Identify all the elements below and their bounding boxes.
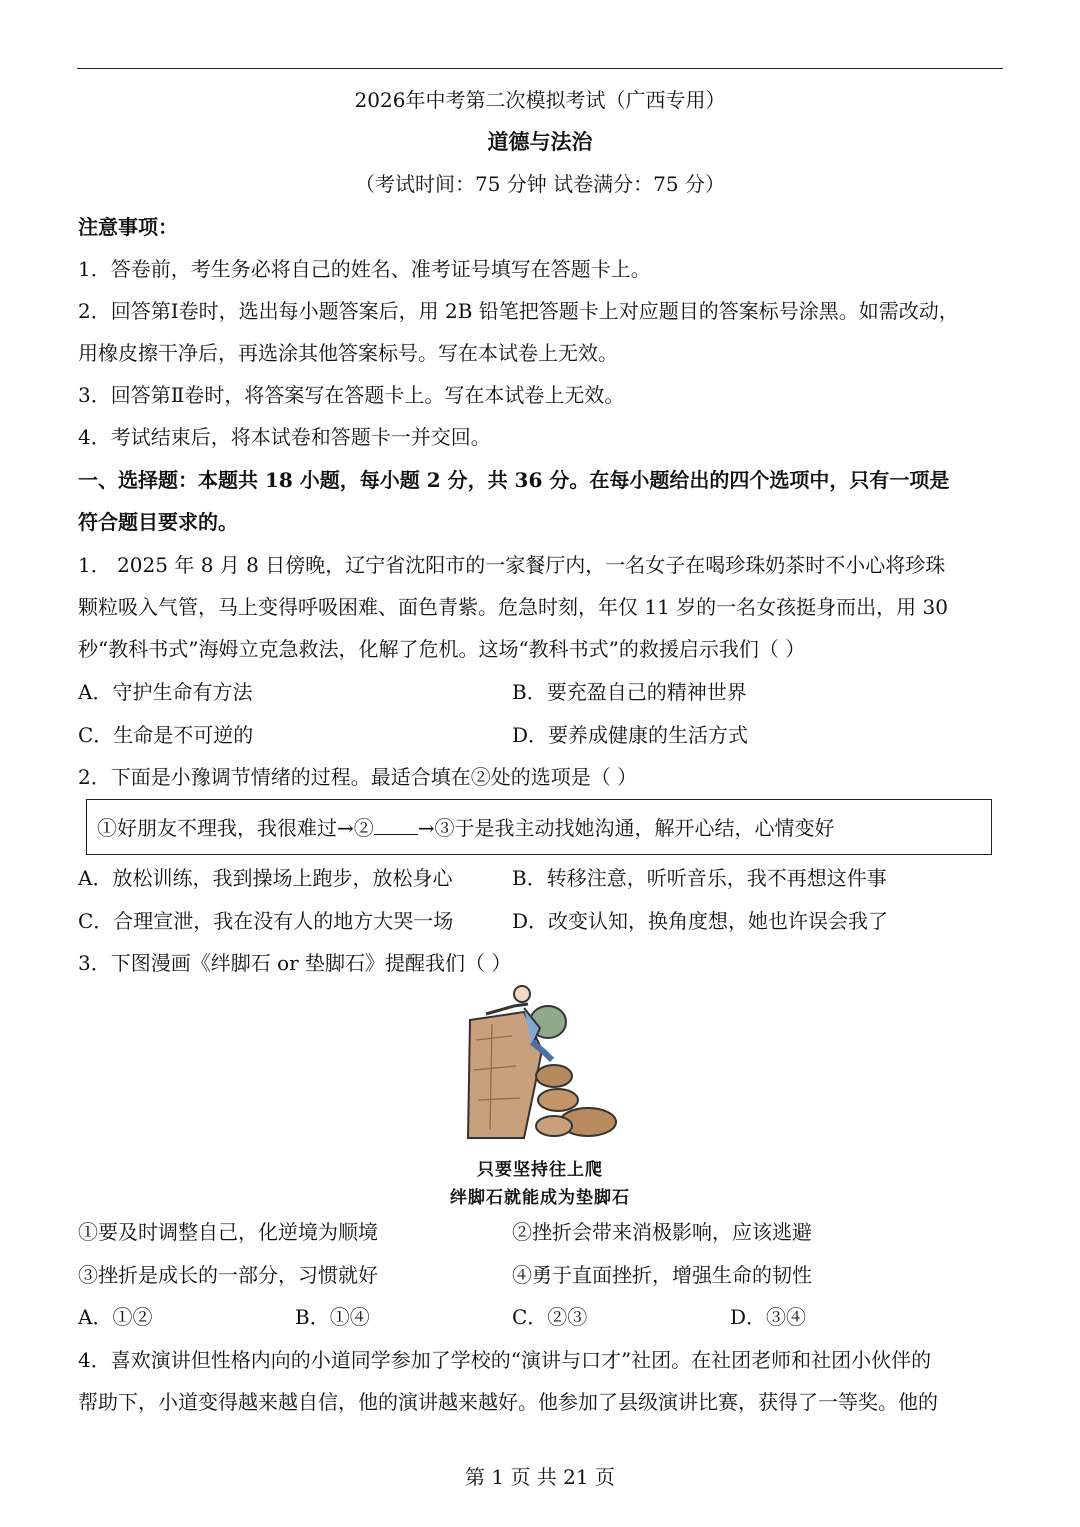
exam-info: （考试时间：75 分钟 试卷满分：75 分） bbox=[355, 172, 725, 196]
q3-option-a: A．①② bbox=[78, 1305, 153, 1329]
cartoon-caption-1: 只要坚持往上爬 bbox=[477, 1160, 603, 1180]
q1-option-c: C．生命是不可逆的 bbox=[78, 723, 254, 747]
top-rule bbox=[77, 68, 1003, 69]
note-2b: 用橡皮擦干净后，再选涂其他答案标号。写在本试卷上无效。 bbox=[78, 341, 618, 365]
q2-process-text bbox=[97, 816, 835, 840]
page-number: 第 1 页 共 21 页 bbox=[465, 1465, 615, 1489]
q3-statement-4: ④勇于直面挫折，增强生命的韧性 bbox=[512, 1263, 812, 1287]
q2-option-a: A．放松训练，我到操场上跑步，放松身心 bbox=[78, 866, 453, 890]
cartoon-caption-2: 绊脚石就能成为垫脚石 bbox=[450, 1188, 630, 1208]
q1-line1: 1． 2025 年 8 月 8 日傍晚，辽宁省沈阳市的一家餐厅内，一名女子在喝珍珠奶茶时不小心将珍珠 bbox=[78, 553, 946, 577]
note-4: 4．考试结束后，将本试卷和答题卡一并交回。 bbox=[78, 425, 491, 449]
q4-line1: 4．喜欢演讲但性格内向的小道同学参加了学校的“演讲与口才”社团。在社团老师和社团小伙伴的 bbox=[78, 1348, 932, 1372]
q2-blank bbox=[374, 816, 418, 835]
notes-heading: 注意事项： bbox=[78, 215, 178, 239]
q4-line2: 帮助下，小道变得越来越自信，他的演讲越来越好。他参加了县级演讲比赛，获得了一等奖。他的 bbox=[78, 1390, 938, 1414]
q3-stem: 3．下图漫画《绊脚石 or 垫脚石》提醒我们（ ） bbox=[78, 951, 512, 975]
q2-box-right: →③于是我主动找她沟通，解开心结，心情变好 bbox=[417, 816, 835, 840]
stone-2 bbox=[538, 1089, 578, 1111]
q1-line2: 颗粒吸入气管，马上变得呼吸困难、面色青紫。危急时刻，年仅 11 岁的一名女孩挺身而出，用 30 bbox=[78, 595, 948, 619]
q1-option-b: B．要充盈自己的精神世界 bbox=[512, 680, 747, 704]
stone-1 bbox=[536, 1065, 572, 1087]
q1-option-a: A．守护生命有方法 bbox=[78, 680, 253, 704]
section-heading-b: 符合题目要求的。 bbox=[78, 510, 238, 534]
q3-option-d: D．③④ bbox=[730, 1305, 807, 1329]
q3-statement-1: ①要及时调整自己，化逆境为顺境 bbox=[78, 1220, 378, 1244]
q2-option-d: D．改变认知，换角度想，她也许误会我了 bbox=[512, 909, 889, 933]
section-heading-a: 一、选择题：本题共 18 小题，每小题 2 分，共 36 分。在每小题给出的四个选项中，只有一项是 bbox=[78, 468, 950, 492]
note-1: 1．答卷前，考生务必将自己的姓名、准考证号填写在答题卡上。 bbox=[78, 257, 651, 281]
exam-title: 2026年中考第二次模拟考试（广西专用） bbox=[354, 88, 726, 112]
q2-option-c: C．合理宣泄，我在没有人的地方大哭一场 bbox=[78, 909, 454, 933]
climber-head bbox=[514, 986, 530, 1002]
exam-subject: 道德与法治 bbox=[487, 129, 593, 154]
note-2a: 2．回答第Ⅰ卷时，选出每小题答案后，用 2B 铅笔把答题卡上对应题目的答案标号涂黑。如需改动， bbox=[78, 299, 959, 323]
q3-option-b: B．①④ bbox=[295, 1305, 370, 1329]
q3-statement-3: ③挫折是成长的一部分，习惯就好 bbox=[78, 1263, 378, 1287]
q1-option-d: D．要养成健康的生活方式 bbox=[512, 723, 749, 747]
q2-box-left: ①好朋友不理我，我很难过→② bbox=[97, 816, 374, 840]
note-3: 3．回答第Ⅱ卷时，将答案写在答题卡上。写在本试卷上无效。 bbox=[78, 383, 625, 407]
q2-option-b: B．转移注意，听听音乐，我不再想这件事 bbox=[512, 866, 887, 890]
q3-statement-2: ②挫折会带来消极影响，应该逃避 bbox=[512, 1220, 812, 1244]
stone-4 bbox=[536, 1116, 572, 1136]
q2-process-box bbox=[86, 799, 992, 855]
q3-option-c: C．②③ bbox=[512, 1305, 588, 1329]
climbing-cartoon-image bbox=[462, 980, 622, 1140]
q2-stem: 2．下面是小豫调节情绪的过程。最适合填在②处的选项是（ ） bbox=[78, 765, 638, 789]
q1-line3: 秒“教科书式”海姆立克急救法，化解了危机。这场“教科书式”的救援启示我们（ ） bbox=[78, 637, 806, 661]
